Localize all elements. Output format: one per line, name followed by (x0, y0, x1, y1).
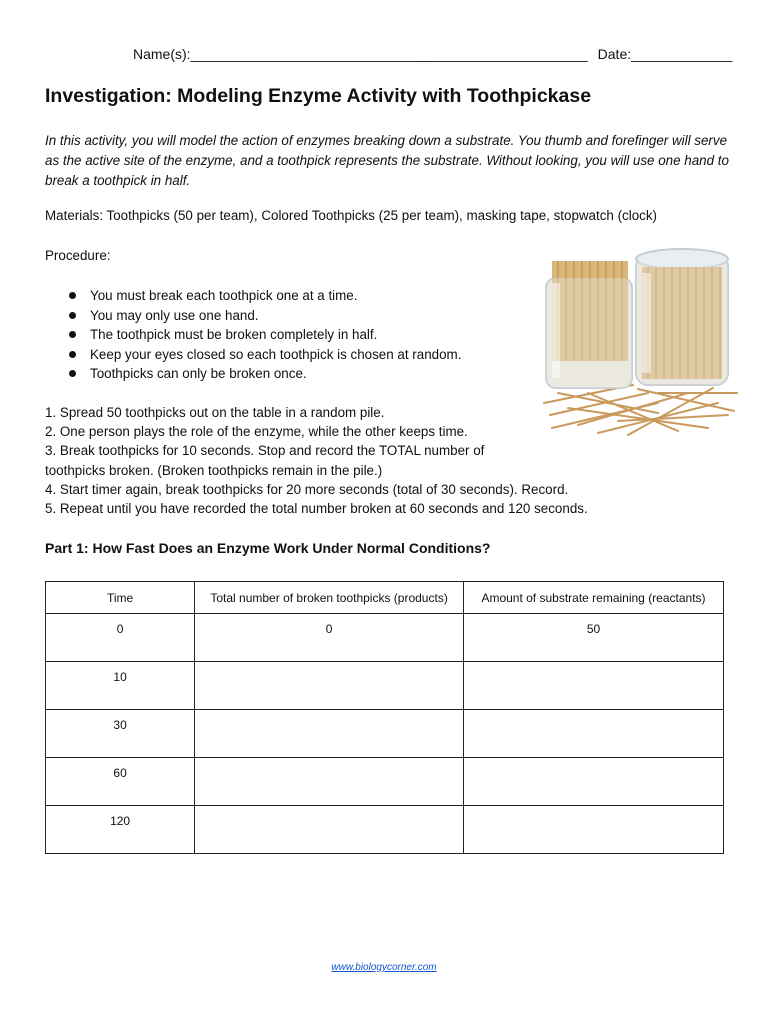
step-line: 5. Repeat until you have recorded the total number broken at 60 seconds and 120 seconds. (45, 501, 588, 517)
cell-products[interactable] (195, 806, 464, 854)
rules-list (45, 286, 461, 384)
cell-substrate[interactable] (463, 662, 723, 710)
part1-title: Part 1: How Fast Does an Enzyme Work Under Normal Conditions? (45, 540, 491, 556)
cell-substrate[interactable]: 50 (463, 614, 723, 662)
step-line: 1. Spread 50 toothpicks out on the table in a random pile. (45, 405, 385, 420)
date-field[interactable]: Date:_____________ (597, 46, 733, 62)
header-substrate: Amount of substrate remaining (reactants) (463, 582, 723, 614)
cell-time: 30 (46, 710, 195, 758)
cell-substrate[interactable] (463, 806, 723, 854)
intro-paragraph: In this activity, you will model the action of enzymes breaking down a substrate. You thumb and forefinger will serve as the active site of the enzyme, and a toothpick represents the substrate. Without looking, you will use one hand to break a toothpick in half. (45, 133, 729, 188)
name-field[interactable]: Name(s):___________________________________________________ (133, 46, 588, 62)
rule-item: Keep your eyes closed so each toothpick is chosen at random. (45, 345, 461, 365)
table-row (46, 710, 724, 758)
footer-link[interactable]: www.biologycorner.com (331, 962, 437, 973)
cell-substrate[interactable] (463, 758, 723, 806)
cell-time: 0 (46, 614, 195, 662)
right-jar (636, 249, 728, 385)
table-row (46, 662, 724, 710)
procedure-label: Procedure: (45, 248, 111, 263)
left-jar (546, 261, 632, 388)
results-table (45, 581, 724, 854)
cell-time: 60 (46, 758, 195, 806)
rule-item: You may only use one hand. (45, 306, 461, 326)
step-line: 2. One person plays the role of the enzyme, while the other keeps time. (45, 424, 468, 440)
cell-products[interactable] (195, 758, 464, 806)
table-row (46, 614, 724, 662)
cell-time: 10 (46, 662, 195, 710)
rule-item: You must break each toothpick one at a time. (45, 286, 461, 306)
cell-products[interactable] (195, 710, 464, 758)
step-line: 4. Start timer again, break toothpicks for 20 more seconds (total of 30 seconds). Record. (45, 481, 569, 497)
table-row (46, 806, 724, 854)
cell-time: 120 (46, 806, 195, 854)
step-line: 3. Break toothpicks for 10 seconds. Stop and record the TOTAL number of (45, 443, 485, 459)
cell-substrate[interactable] (463, 710, 723, 758)
rule-item: The toothpick must be broken completely in half. (45, 325, 461, 345)
rule-item: Toothpicks can only be broken once. (45, 364, 461, 384)
header-products: Total number of broken toothpicks (products) (195, 582, 464, 614)
cell-products[interactable]: 0 (195, 614, 464, 662)
table-header-row (46, 582, 724, 614)
step-line: toothpicks broken. (Broken toothpicks remain in the pile.) (45, 462, 383, 478)
page-title: Investigation: Modeling Enzyme Activity with Toothpickase (45, 85, 592, 107)
loose-toothpicks (544, 385, 738, 435)
name-date-line (133, 46, 732, 62)
cell-products[interactable] (195, 662, 464, 710)
toothpick-jars-photo (538, 243, 738, 448)
table-row (46, 758, 724, 806)
header-time: Time (46, 582, 195, 614)
materials-line: Materials: Toothpicks (50 per team), Colored Toothpicks (25 per team), masking tape, stopwatch (clock) (45, 208, 658, 223)
